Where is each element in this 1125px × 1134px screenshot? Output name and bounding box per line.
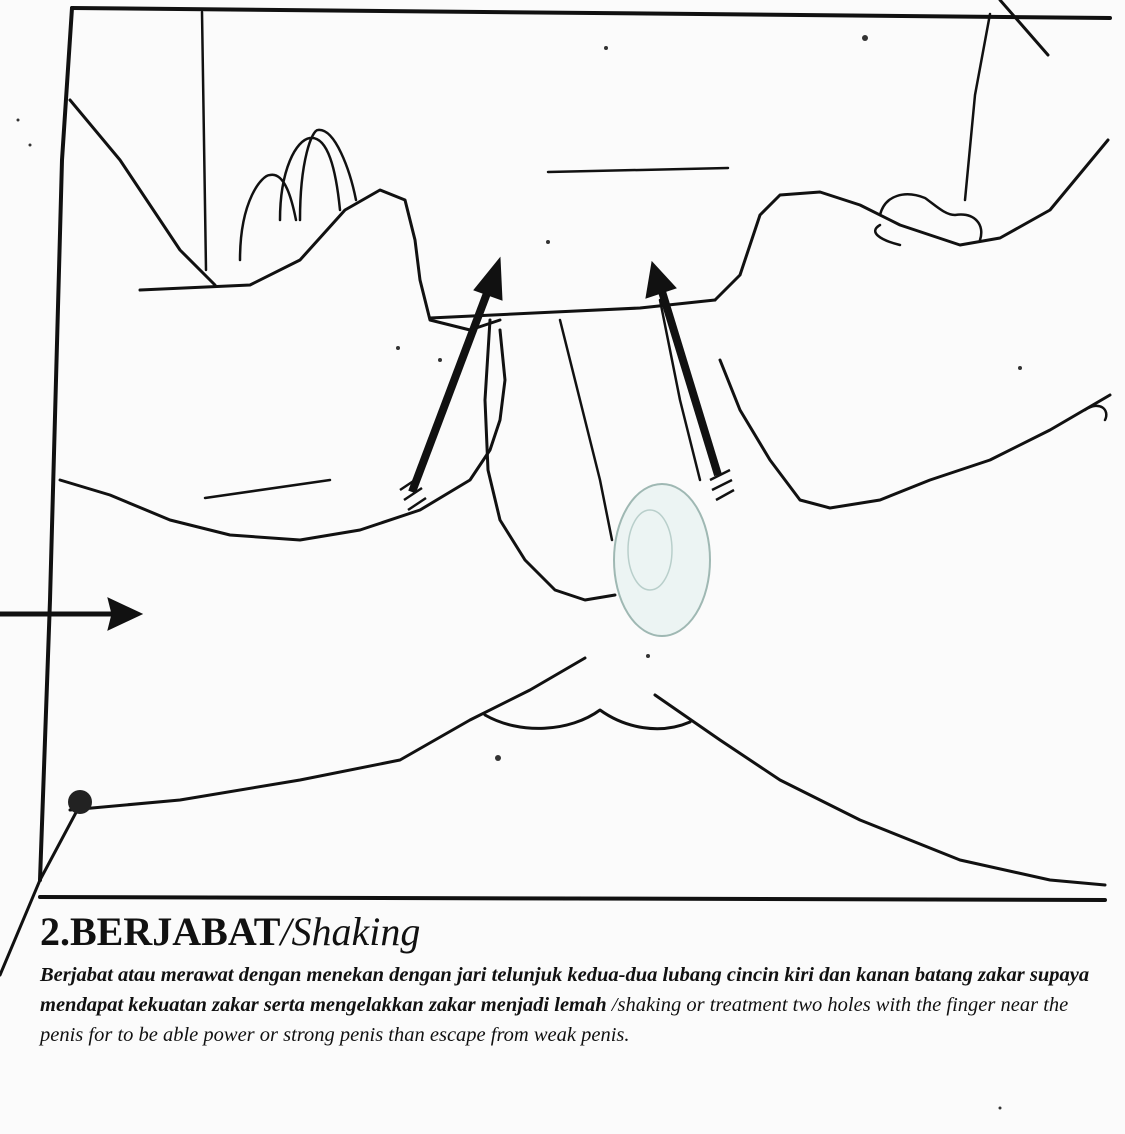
- left-diagonal-line: [70, 100, 215, 285]
- right-thigh-curl: [1085, 406, 1106, 420]
- caption-block: [40, 908, 1100, 1050]
- lower-right-curve: [655, 695, 1105, 885]
- right-thigh-lower: [720, 360, 1110, 508]
- description-paragraph: [40, 960, 1100, 1050]
- title-malay: 2.BERJABAT: [40, 909, 281, 954]
- right-hand-outline: [715, 140, 1108, 300]
- lower-left-curve: [70, 658, 585, 810]
- left-thigh-lower: [60, 330, 505, 540]
- description-english: /shaking or treatment two holes with the finger near the penis for to be able power or strong penis than escape from weak penis.: [40, 994, 1069, 1046]
- left-thigh-crease: [205, 480, 330, 498]
- side-arrow: [0, 598, 142, 630]
- frame-left-edge: [40, 8, 72, 880]
- navel-line: [548, 168, 728, 172]
- top-left-vertical: [202, 12, 206, 270]
- frame-bottom-rule: [40, 897, 1105, 900]
- page-title: [40, 908, 1100, 956]
- top-right-diagonal: [1000, 0, 1048, 55]
- title-english: /Shaking: [280, 909, 421, 954]
- left-fingers: [240, 130, 356, 260]
- lower-buttocks: [485, 710, 690, 729]
- left-hand-outline: [140, 190, 500, 330]
- pointer-dot: [68, 790, 92, 814]
- right-up-arrow: [646, 262, 734, 500]
- top-right-vertical: [965, 14, 990, 200]
- description-malay: Berjabat atau merawat dengan menekan dengan jari telunjuk kedua-dua lubang cincin kiri dan kanan batang zakar supaya mendapat kekuatan zakar serta mengelakkan zakar menjadi lemah: [40, 964, 1090, 1016]
- central-shaft-line: [560, 320, 612, 540]
- frame-border: [72, 8, 1110, 18]
